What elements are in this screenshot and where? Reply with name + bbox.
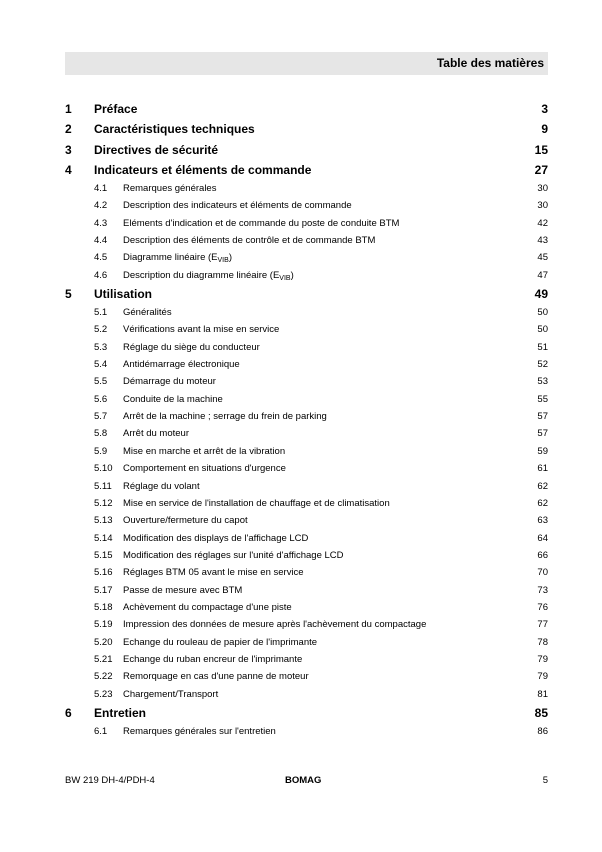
toc-title [123,270,294,282]
toc-number: 5.21 [94,654,113,665]
toc-title-text: Démarrage du moteur [123,376,216,388]
toc-title [94,163,311,177]
toc-page-number: 64 [537,532,548,544]
toc-page-number: 81 [537,688,548,700]
toc-title [123,183,216,194]
toc-title [123,394,223,405]
toc-title-text: Arrêt de la machine ; serrage du frein de parking [123,411,327,423]
toc-title [94,706,146,720]
toc-number: 5.6 [94,393,108,405]
toc-number: 5.17 [94,584,113,596]
toc-title-text: Chargement/Transport [123,688,219,700]
toc-number: 5.8 [94,428,108,440]
toc-title-text: Modification des réglages sur l'unité d'affichage LCD [123,549,344,561]
toc-page-number: 51 [537,341,548,353]
toc-page-number: 59 [537,445,548,457]
toc-page-number: 70 [537,567,548,579]
toc-number: 5.16 [94,567,113,579]
toc-title [123,585,242,596]
toc-title-text: Passe de mesure avec BTM [123,584,243,596]
toc-page-number: 57 [537,411,548,423]
toc-title-text: Mise en marche et arrêt de la vibration [123,445,286,457]
toc-page-number: 63 [537,515,548,527]
toc-page-number: 45 [537,252,548,264]
toc-title-subscript: VIB [217,257,229,265]
toc-page-number: 53 [537,376,548,388]
toc-title [123,218,399,229]
toc-page-number: 47 [537,269,548,281]
toc-title-text: Description des éléments de contrôle et de commande BTM [123,235,376,247]
toc-page-number: 76 [537,601,548,613]
toc-title-text: Remorquage en cas d'une panne de moteur [123,671,309,683]
toc-title-text: Description des indicateurs et éléments de commande [123,200,352,212]
toc-title [123,411,327,422]
toc-number: 6 [65,706,72,720]
toc-number: 4.5 [94,252,108,264]
toc-title [123,324,279,335]
toc-title-text: Modification des displays de l'affichage LCD [123,532,309,544]
toc-page-number: 79 [537,671,548,683]
toc-page-number: 43 [537,235,548,247]
toc-page-number: 9 [541,122,548,136]
toc-number: 5.2 [94,324,108,336]
toc-number: 2 [65,122,72,136]
toc-title-text: Mise en service de l'installation de chauffage et de climatisation [123,497,390,509]
toc-page-number: 50 [537,324,548,336]
toc-page-number: 55 [537,393,548,405]
toc-page-number: 73 [537,584,548,596]
toc-title-text: Vérifications avant la mise en service [123,324,280,336]
toc-page-number: 49 [534,287,548,301]
toc-number: 3 [65,143,72,157]
toc-number: 5.5 [94,376,108,388]
toc-title [123,428,189,439]
toc-title [94,102,137,116]
toc-title [123,307,172,318]
toc-title [123,481,200,492]
toc-number: 5.20 [94,636,113,648]
toc-title [123,446,285,457]
toc-title-text: Echange du ruban encreur de l'imprimante [123,654,303,665]
toc-title [123,515,248,526]
toc-page-number: 50 [537,307,548,318]
toc-title [123,252,232,264]
toc-title-text: Eléments d'indication et de commande du poste de conduite BTM [123,217,400,229]
toc-title [123,376,216,387]
toc-page-number: 27 [534,163,548,177]
toc-title-text: Caractéristiques techniques [94,122,255,136]
page-title: Table des matières [436,56,544,70]
footer-page-number: 5 [542,775,548,786]
toc-title-text: Réglage du volant [123,480,200,492]
toc-title [94,287,152,301]
toc-number: 4.3 [94,217,108,229]
toc-number: 4.2 [94,200,108,212]
toc-title [94,122,255,136]
toc-number: 6.1 [94,726,108,737]
toc-page-number: 52 [537,359,548,371]
toc-title [123,567,304,578]
toc-number: 5.7 [94,411,108,423]
toc-title [123,619,426,630]
toc-number: 5.9 [94,445,108,457]
footer-brand: BOMAG [285,775,322,786]
toc-title-text: Description du diagramme linéaire (E [123,269,280,281]
header-bar [65,52,548,75]
toc-title [94,143,218,157]
toc-title-text: Utilisation [94,287,153,301]
toc-title [123,498,390,509]
toc-number: 5.10 [94,463,113,475]
toc-page-number: 78 [537,636,548,648]
toc-number: 4 [65,163,72,177]
toc-page-number: 62 [537,497,548,509]
toc-title-text: Réglages BTM 05 avant le mise en service [123,567,304,579]
toc-title [123,359,240,370]
toc-title-text: Ouverture/fermeture du capot [123,515,248,527]
toc-title [123,726,276,737]
toc-title-text: Entretien [94,706,147,720]
toc-title-text: Echange du rouleau de papier de l'imprimante [123,636,318,648]
toc-number: 5.19 [94,619,113,631]
toc-title-text: Indicateurs et éléments de commande [94,163,312,177]
toc-title [123,200,352,211]
toc-page-number: 85 [534,706,548,720]
toc-page-number: 61 [537,463,548,475]
toc-title-text: Achèvement du compactage d'une piste [123,601,292,613]
toc-title-text: Antidémarrage électronique [123,359,240,371]
toc-title-text: Conduite de la machine [123,393,223,405]
toc-title-text: Remarques générales sur l'entretien [123,726,276,737]
footer-model: BW 219 DH-4/PDH-4 [65,775,155,786]
toc-title [123,671,309,682]
toc-number: 5.15 [94,549,113,561]
toc-page-number: 86 [537,726,548,737]
toc-title-text: Diagramme linéaire (E [123,252,218,264]
toc-title [123,463,286,474]
toc-page-number: 15 [534,143,548,157]
toc-page-number: 57 [537,428,548,440]
toc-number: 5.18 [94,601,113,613]
toc-title-subscript: VIB [279,274,291,282]
toc-number: 5.4 [94,359,108,371]
toc-number: 5.3 [94,341,108,353]
toc-number: 1 [65,102,72,116]
toc-number: 5.14 [94,532,113,544]
toc-title-suffix: ) [228,252,232,264]
toc-title-text: Arrêt du moteur [123,428,189,440]
toc-title [123,637,317,648]
toc-page-number: 66 [537,549,548,561]
toc-title-text: Comportement en situations d'urgence [123,463,286,475]
toc-title [123,342,260,353]
toc-number: 5.22 [94,671,113,683]
toc-title-suffix: ) [290,269,294,281]
toc-number: 5 [65,287,72,301]
toc-title-text: Remarques générales [123,183,217,194]
toc-title [123,533,308,544]
toc-page-number: 3 [541,102,548,116]
toc-number: 4.4 [94,235,108,247]
toc-title [123,654,302,665]
toc-title-text: Réglage du siège du conducteur [123,341,260,353]
toc-title [123,689,218,700]
toc-title [123,550,344,561]
toc-title-text: Impression des données de mesure après l'achèvement du compactage [123,619,427,631]
toc-title [123,602,292,613]
toc-page-number: 62 [537,480,548,492]
toc-number: 4.1 [94,183,108,194]
toc-title-text: Directives de sécurité [94,143,219,157]
toc-title-text: Préface [94,102,138,116]
toc-page-number: 42 [537,217,548,229]
toc-page-number: 79 [537,654,548,665]
toc-page-number: 77 [537,619,548,631]
toc-title-text: Généralités [123,307,172,318]
toc-number: 5.1 [94,307,108,318]
toc-number: 5.23 [94,688,113,700]
toc-page-number: 30 [537,200,548,212]
toc-page-number: 30 [537,183,548,194]
toc-number: 4.6 [94,269,108,281]
toc-number: 5.11 [94,480,112,492]
toc-title [123,235,375,246]
toc-number: 5.13 [94,515,113,527]
toc-number: 5.12 [94,497,113,509]
